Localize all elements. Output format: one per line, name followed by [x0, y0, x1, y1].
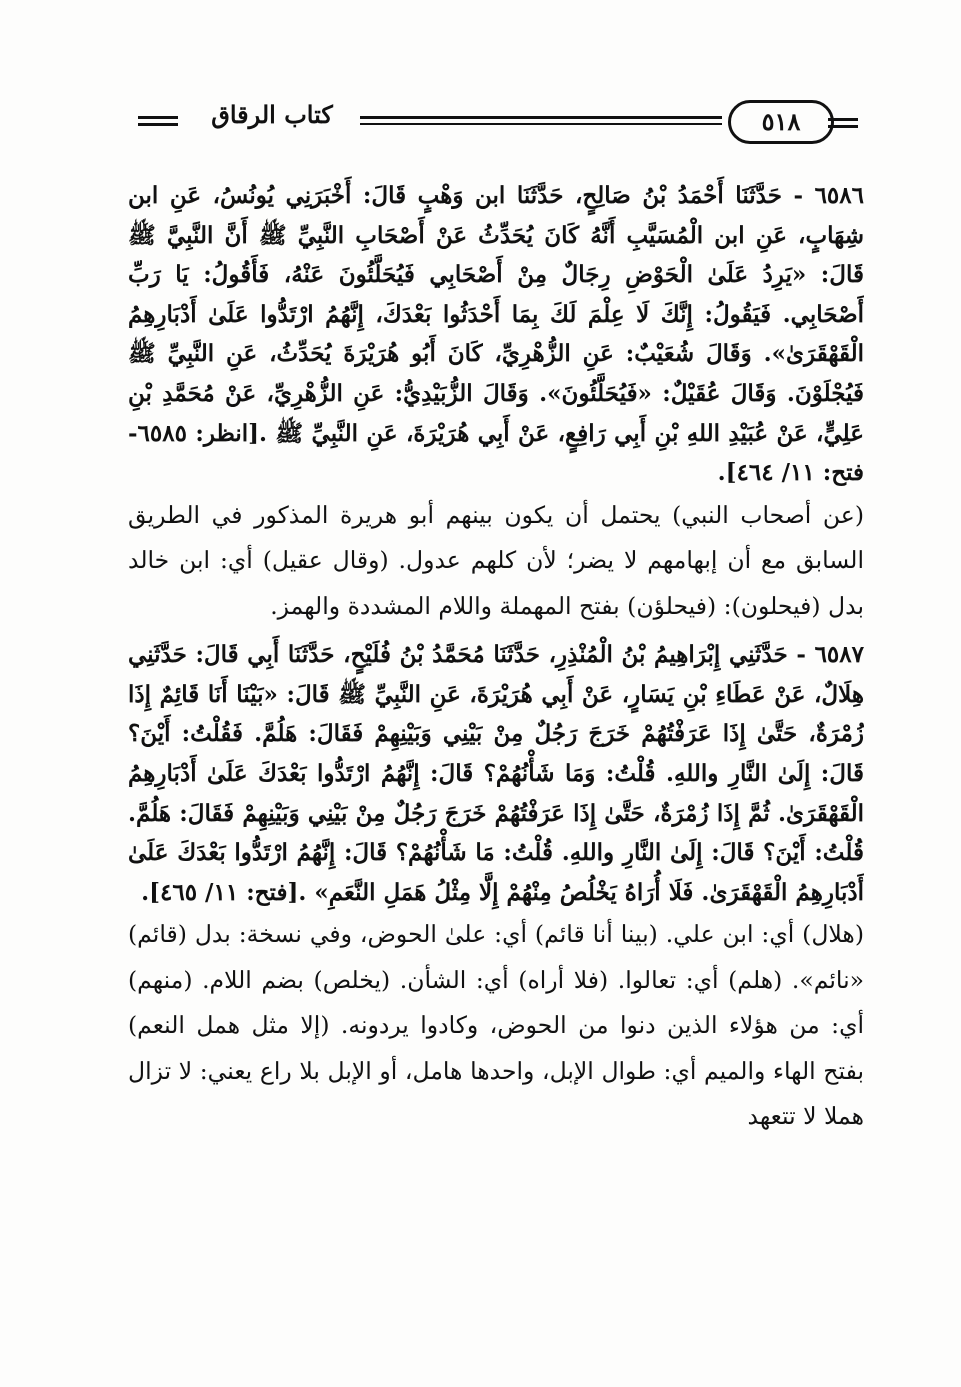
running-title: كتاب الرقاق: [211, 100, 333, 129]
hadith-6586: ٦٥٨٦ - حَدَّثَنَا أَحْمَدُ بْنُ صَالِحٍ، حَدَّثَنَا ابن وَهْبٍ قَالَ: أَخْبَرَنِي يُونُسُ، عَنِ ابن شِهَابٍ، عَنِ ابن الْمُسَيَّبِ أَنَّهُ كَانَ يُحَدِّثُ عَنْ أَصْحَابِ النَّبِيِّ ﷺ أَنَّ النَّبِيَّ ﷺ قَالَ: «يَرِدُ عَلَىٰ الْحَوْضِ رِجَالٌ مِنْ أَصْحَابِي فَيُحَلَّئُونَ عَنْهُ، فَأَقُولُ: يَا رَبِّ أَصْحَابِي. فَيَقُولُ: إِنَّكَ لَا عِلْمَ لَكَ بِمَا أَحْدَثُوا بَعْدَكَ، إِنَّهُمُ ارْتَدُّوا عَلَىٰ أَدْبَارِهِمُ الْقَهْقَرَىٰ». وَقَالَ شُعَيْبٌ: عَنِ الزُّهْرِيِّ، كَانَ أَبُو هُرَيْرَةَ يُحَدِّثُ، عَنِ النَّبِيِّ ﷺ فَيُجْلَوْنَ. وَقَالَ عُقَيْلٌ: «فَيُحَلَّئُونَ». وَقَالَ الزُّبَيْدِيُّ: عَنِ الزُّهْرِيِّ، عَنْ مُحَمَّدِ بْنِ عَلِيٍّ، عَنْ عُبَيْدِ اللهِ بْنِ أَبِي رَافِعٍ، عَنْ أَبِي هُرَيْرَةَ، عَنِ النَّبِيِّ ﷺ .[انظر: ٦٥٨٥- فتح: ١١/ ٤٦٤].: [128, 182, 864, 487]
page-body: [128, 176, 864, 1316]
page-number: ٥١٨: [728, 100, 834, 144]
header-ornament-left: [138, 116, 178, 130]
header-ornament-right: [828, 118, 858, 132]
page-header: [138, 100, 858, 152]
header-rule: [360, 116, 722, 129]
commentary-6586: (عن أصحاب النبي) يحتمل أن يكون بينهم أبو هريرة المذكور في الطريق السابق مع أن إبهامهم لا يضر؛ لأن كلهم عدول. (وقال عقيل) أي: ابن خالد بدل (فيحلون): (فيحلؤن) بفتح المهملة واللام المشددة والهمز.: [128, 500, 864, 620]
hadith-6587: ٦٥٨٧ - حَدَّثَنِي إِبْرَاهِيمُ بْنُ الْمُنْذِرِ، حَدَّثَنَا مُحَمَّدُ بْنُ فُلَيْحٍ، حَدَّثَنَا أَبِي قَالَ: حَدَّثَنِي هِلَالٌ، عَنْ عَطَاءِ بْنِ يَسَارٍ، عَنْ أَبِي هُرَيْرَةَ، عَنِ النَّبِيِّ ﷺ قَالَ: «بَيْنَا أَنَا قَائِمٌ إِذَا زُمْرَةٌ، حَتَّىٰ إِذَا عَرَفْتُهُمْ خَرَجَ رَجُلٌ مِنْ بَيْنِي وَبَيْنِهِمْ فَقَالَ: هَلُمَّ. فَقُلْتُ: أَيْنَ؟ قَالَ: إِلَىٰ النَّارِ واللهِ. قُلْتُ: وَمَا شَأْنُهُمْ؟ قَالَ: إِنَّهُمُ ارْتَدُّوا بَعْدَكَ عَلَىٰ أَدْبَارِهِمُ الْقَهْقَرَىٰ. ثُمَّ إِذَا زُمْرَةٌ، حَتَّىٰ إِذَا عَرَفْتُهُمْ خَرَجَ رَجُلٌ مِنْ بَيْنِي وَبَيْنِهِمْ فَقَالَ: هَلُمَّ. قُلْتُ: أَيْنَ؟ قَالَ: إِلَىٰ النَّارِ واللهِ. قُلْتُ: مَا شَأْنُهُمْ؟ قَالَ: إِنَّهُمُ ارْتَدُّوا بَعْدَكَ عَلَىٰ أَدْبَارِهِمُ الْقَهْقَرَىٰ. فَلَا أُرَاهُ يَخْلُصُ مِنْهُمْ إِلَّا مِثْلُ هَمَلِ النَّعَمِ» .[فتح: ١١/ ٤٦٥].: [128, 641, 864, 906]
commentary-6587: (هلال) أي: ابن علي. (بينا أنا قائم) أي: علىٰ الحوض، وفي نسخة: بدل (قائم) «نائم». (هلم) أي: تعالوا. (فلا أراه) أي: الشأن. (يخلص) بضم اللام. (منهم) أي: من هؤلاء الذين دنوا من الحوض، وكادوا يردونه. (إلا مثل همل النعم) بفتح الهاء والميم أي: طوال الإبل، واحدها هامل، أو الإبل بلا راع يعني: لا تزال هملا لا تتعهد: [128, 920, 864, 1131]
